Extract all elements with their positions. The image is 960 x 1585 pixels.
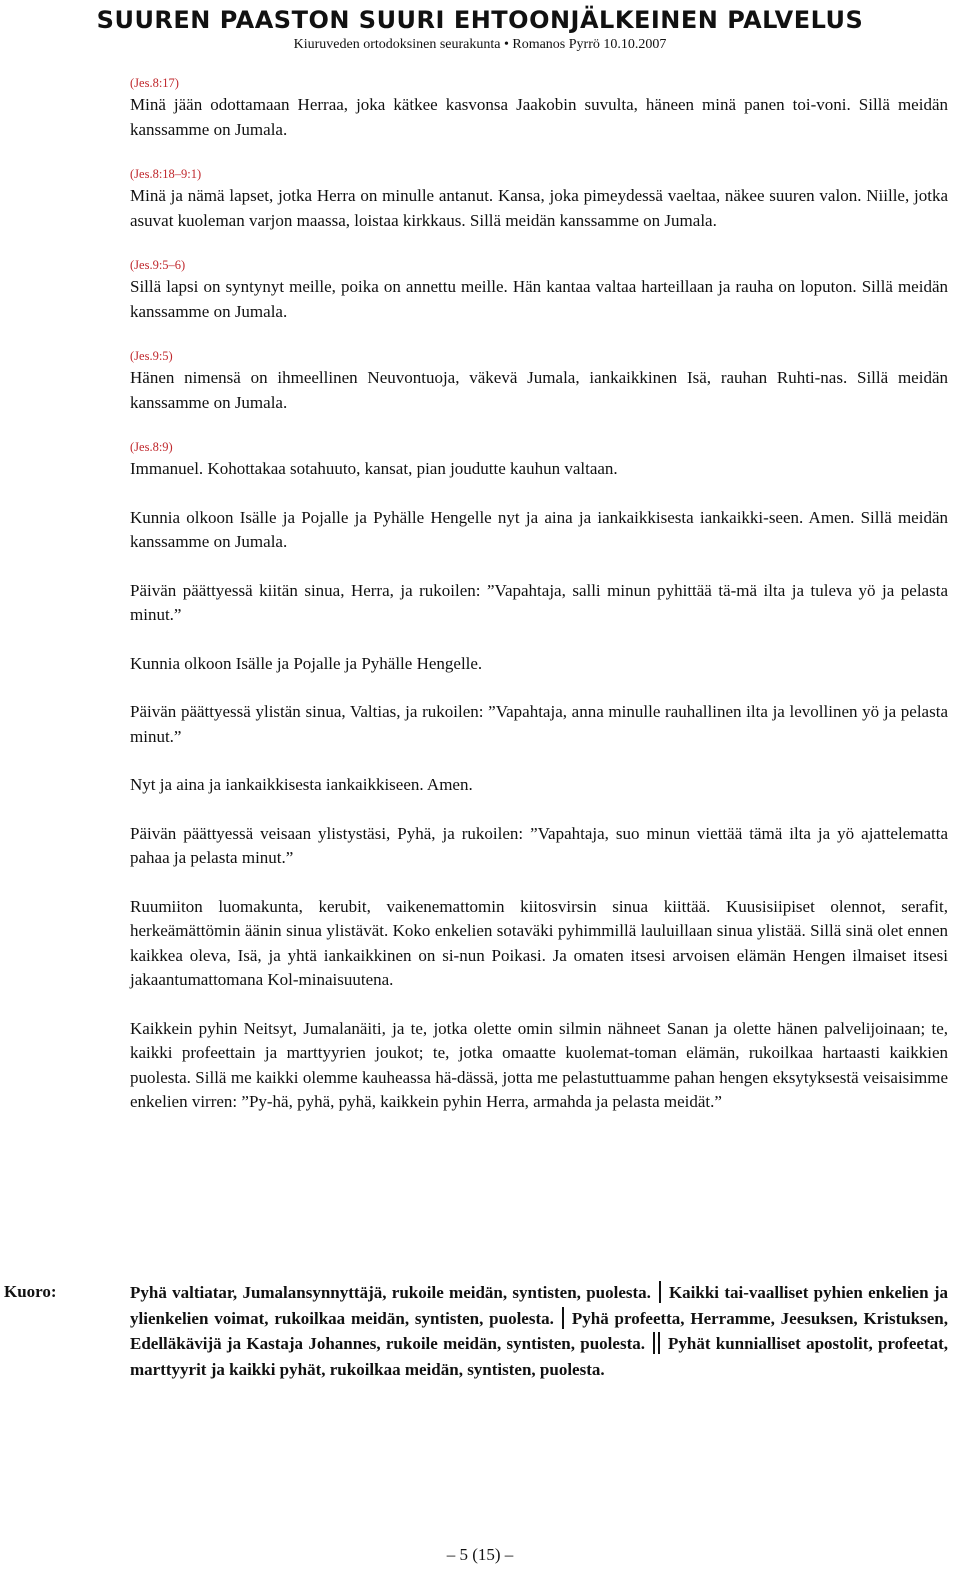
paragraph: Kaikkein pyhin Neitsyt, Jumalanäiti, ja te, jotka olette omin silmin nähneet Sanan ja olette hänen palvelijoinaan; te, kaikki profeettain ja marttyyrien joukot; te, jotka omaatte kuolemat-toman elämän, rukoilkaa hartaasti kaikkien puolesta. Sillä me kaikki olemme kauheassa hä-dässä, jotta me pelastuttuamme pahan hengen eksytyksestä veisaisimme enkelien virren: ”Py-hä, pyhä, pyhä, kaikkein pyhin Herra, armahda ja pelasta meidät.” bbox=[130, 1018, 948, 1111]
choir-segment: Pyhät kunnialliset apostolit, profeetat, marttyyrit ja kaikki pyhät, rukoilkaa meidän, syntisten, puolesta. bbox=[130, 1334, 948, 1379]
choir-segment: Pyhä valtiatar, Jumalansynnyttäjä, rukoile meidän, syntisten, puolesta. bbox=[130, 1283, 651, 1302]
passage-text: Immanuel. Kohottakaa sotahuuto, kansat, pian joudutte kauhun valtaan. bbox=[130, 459, 618, 478]
scripture-reference: (Jes.8:18–9:1) bbox=[130, 167, 202, 181]
passage bbox=[130, 166, 948, 233]
document-subtitle: Kiuruveden ortodoksinen seurakunta • Romanos Pyrrö 10.10.2007 bbox=[293, 37, 667, 52]
scripture-reference: (Jes.9:5–6) bbox=[130, 258, 186, 272]
choir-segment: Pyhä profeetta, Herramme, Jeesuksen, Kristuksen, Edelläkävijä ja Kastaja Johannes, rukoile meidän, syntisten, puolesta. bbox=[130, 1308, 948, 1353]
single-bar-divider bbox=[659, 1281, 661, 1303]
passage-text: Hänen nimensä on ihmeellinen Neuvontuoja, väkevä Jumala, iankaikkinen Isä, rauhan Ruhti-nas. Sillä meidän kanssamme on Jumala. bbox=[130, 368, 948, 412]
passage bbox=[130, 439, 948, 482]
scripture-reference: (Jes.8:17) bbox=[130, 76, 179, 90]
passage bbox=[130, 348, 948, 415]
choir-text bbox=[130, 1280, 948, 1382]
paragraph: Nyt ja aina ja iankaikkisesta iankaikkiseen. Amen. bbox=[130, 775, 473, 794]
passage-text: Sillä lapsi on syntynyt meille, poika on annettu meille. Hän kantaa valtaa harteillaan ja rauha on loputon. Sillä meidän kanssamme on Jumala. bbox=[130, 277, 948, 321]
passage bbox=[130, 257, 948, 324]
choir-segment: Kaikki tai-vaalliset pyhien enkelien ja ylienkelien voimat, rukoilkaa meidän, syntisten, puolesta. bbox=[130, 1283, 948, 1328]
passage-text: Minä ja nämä lapset, jotka Herra on minulle antanut. Kansa, joka pimeydessä vaeltaa, näkee suuren valon. Niille, jotka asuvat kuoleman varjon maassa, loistaa kirkkaus. Sillä meidän kanssamme on Jumala. bbox=[130, 186, 948, 230]
page-header bbox=[0, 6, 960, 54]
paragraph: Päivän päättyessä kiitän sinua, Herra, ja rukoilen: ”Vapahtaja, salli minun pyhittää tä-mä ilta ja tuleva yö ja pelasta minut.” bbox=[130, 580, 948, 624]
document-body bbox=[130, 75, 948, 1115]
paragraph: Päivän päättyessä veisaan ylistystäsi, Pyhä, ja rukoilen: ”Vapahtaja, suo minun viettää tämä ilta ja yö ajattelematta pahaa ja pelasta minut.” bbox=[130, 823, 948, 867]
double-bar-divider bbox=[653, 1332, 660, 1354]
document-title: SUUREN PAASTON SUURI EHTOONJÄLKEINEN PALVELUS bbox=[96, 6, 864, 34]
paragraph: Päivän päättyessä ylistän sinua, Valtias, ja rukoilen: ”Vapahtaja, anna minulle rauhallinen ilta ja levollinen yö ja pelasta minut.” bbox=[130, 702, 948, 746]
scripture-reference: (Jes.9:5) bbox=[130, 349, 173, 363]
page-number: – 5 (15) – bbox=[446, 1545, 514, 1564]
passage bbox=[130, 75, 948, 142]
paragraph: Ruumiiton luomakunta, kerubit, vaikenemattomin kiitosvirsin sinua kiittää. Kuusisiipiset olennot, serafit, herkeämättömin äänin sinua ylistävät. Koko enkelien sotaväki pyhimmillä lauluillaan sinua ylistää. Sillä sinä olet ennen kaikkea oleva, Isä, ja yhtä iankaikkinen on si-nun Poikasi. Ja omaten itsesi arvoisen elämän Hengen ilmaiset itsesi jakaantumattomana Kol-minaisuutena. bbox=[130, 896, 948, 989]
passage-text: Minä jään odottamaan Herraa, joka kätkee kasvonsa Jaakobin suvulta, häneen minä panen toi-voni. Sillä meidän kanssamme on Jumala. bbox=[130, 95, 948, 139]
scripture-reference: (Jes.8:9) bbox=[130, 440, 173, 454]
paragraph: Kunnia olkoon Isälle ja Pojalle ja Pyhälle Hengelle. bbox=[130, 653, 483, 673]
choir-label: Kuoro: bbox=[4, 1282, 57, 1301]
single-bar-divider bbox=[562, 1307, 564, 1329]
paragraph: Kunnia olkoon Isälle ja Pojalle ja Pyhälle Hengelle nyt ja aina ja iankaikkisesta iankaikki-seen. Amen. Sillä meidän kanssamme on Jumala. bbox=[130, 507, 948, 551]
